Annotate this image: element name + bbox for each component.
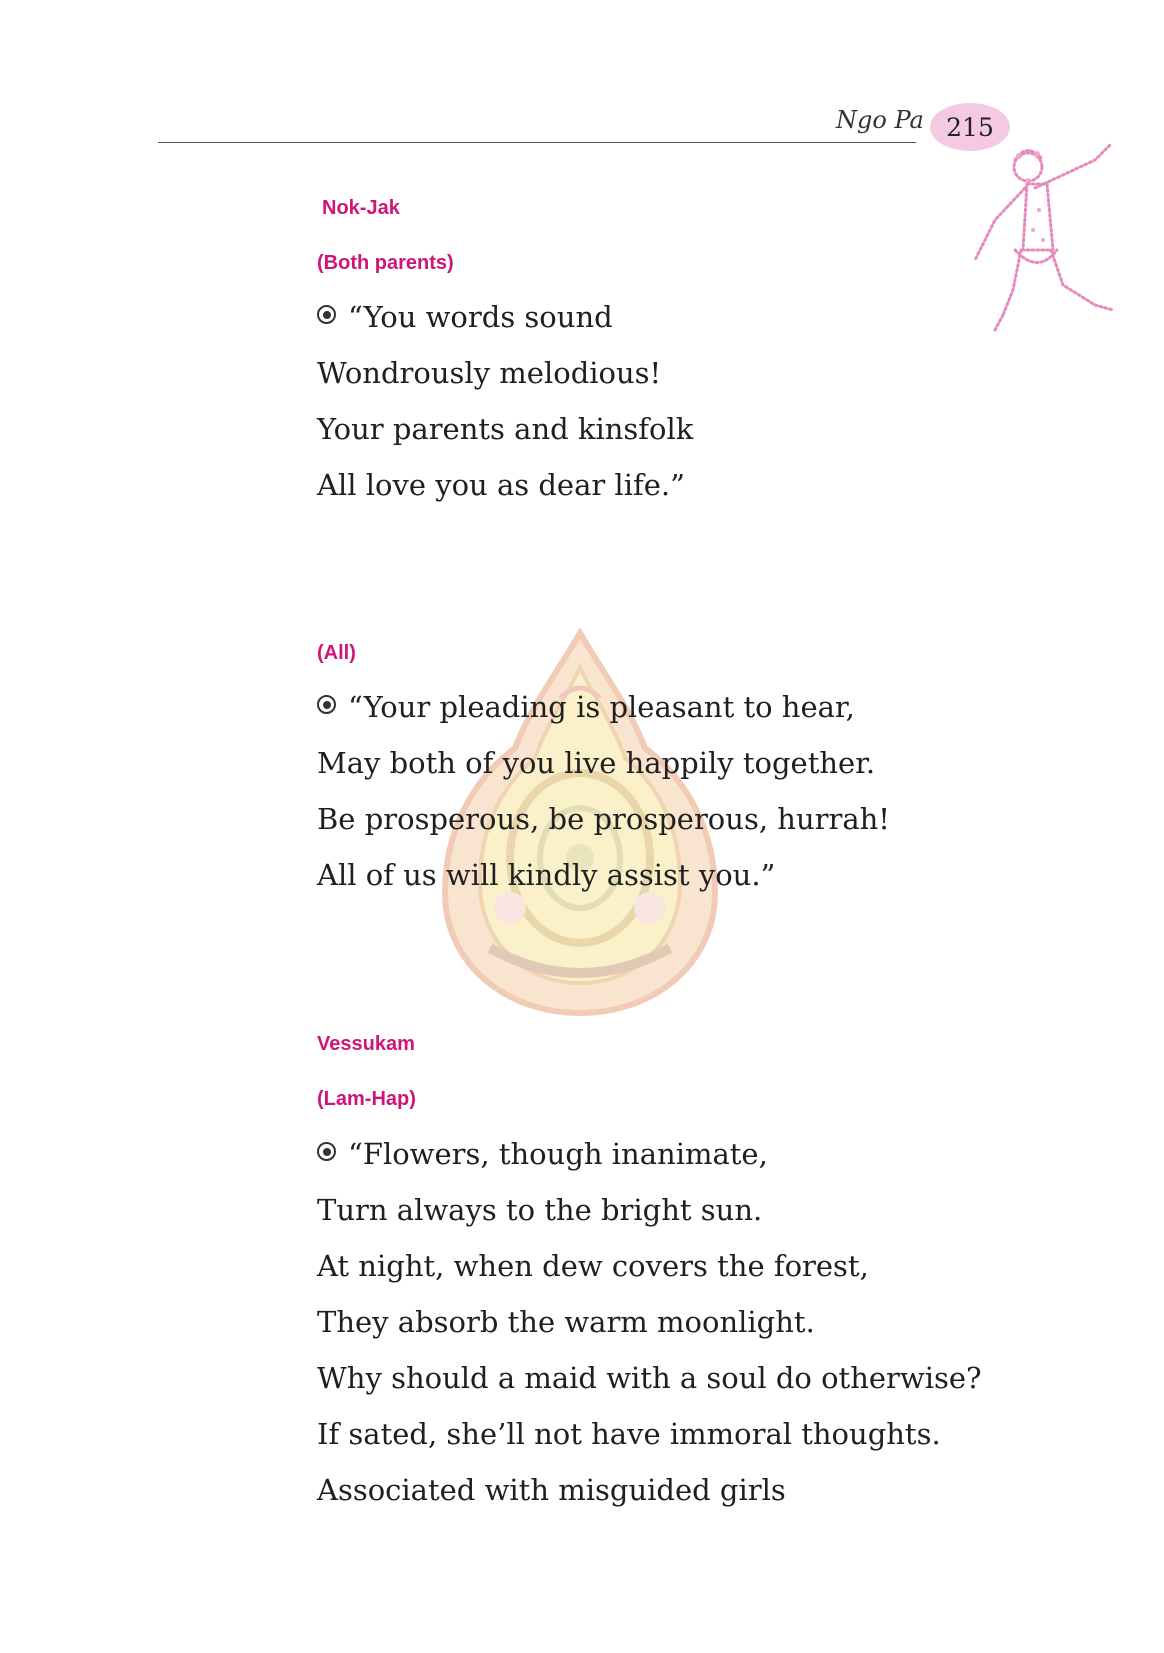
verse-line: “You words sound: [317, 300, 613, 334]
verse-line: Turn always to the bright sun.: [317, 1193, 763, 1227]
verse-line: May both of you live happily together.: [317, 746, 876, 780]
verse-line: All love you as dear life.”: [317, 468, 685, 502]
verse-line: All of us will kindly assist you.”: [317, 858, 776, 892]
bullet-icon: [317, 695, 336, 714]
bullet-icon: [317, 305, 336, 324]
verse-line: Be prosperous, be prosperous, hurrah!: [317, 802, 890, 836]
verse-line: “Flowers, though inanimate,: [317, 1137, 768, 1171]
verse-line: Wondrously melodious!: [317, 356, 662, 390]
speaker-name: Vessukam: [317, 1033, 415, 1055]
tune-label: (All): [317, 642, 356, 664]
verse-line: If sated, she’ll not have immoral thoughts.: [317, 1417, 941, 1451]
running-head: Ngo Pa: [836, 106, 924, 134]
verse-line: “Your pleading is pleasant to hear,: [317, 690, 855, 724]
header-rule: [158, 142, 916, 143]
verse-line: Why should a maid with a soul do otherwise?: [317, 1361, 982, 1395]
verse-line: Associated with misguided girls: [317, 1473, 786, 1507]
verse-line: At night, when dew covers the forest,: [317, 1249, 869, 1283]
bullet-icon: [317, 1142, 336, 1161]
tune-label: (Both parents): [317, 252, 454, 274]
tune-label: (Lam-Hap): [317, 1088, 416, 1110]
verse-line: Your parents and kinsfolk: [317, 412, 694, 446]
verse-line: They absorb the warm moonlight.: [317, 1305, 815, 1339]
dancer-figure-icon: [955, 140, 1125, 350]
speaker-name: Nok-Jak: [322, 197, 400, 219]
page-number: 215: [946, 112, 994, 142]
